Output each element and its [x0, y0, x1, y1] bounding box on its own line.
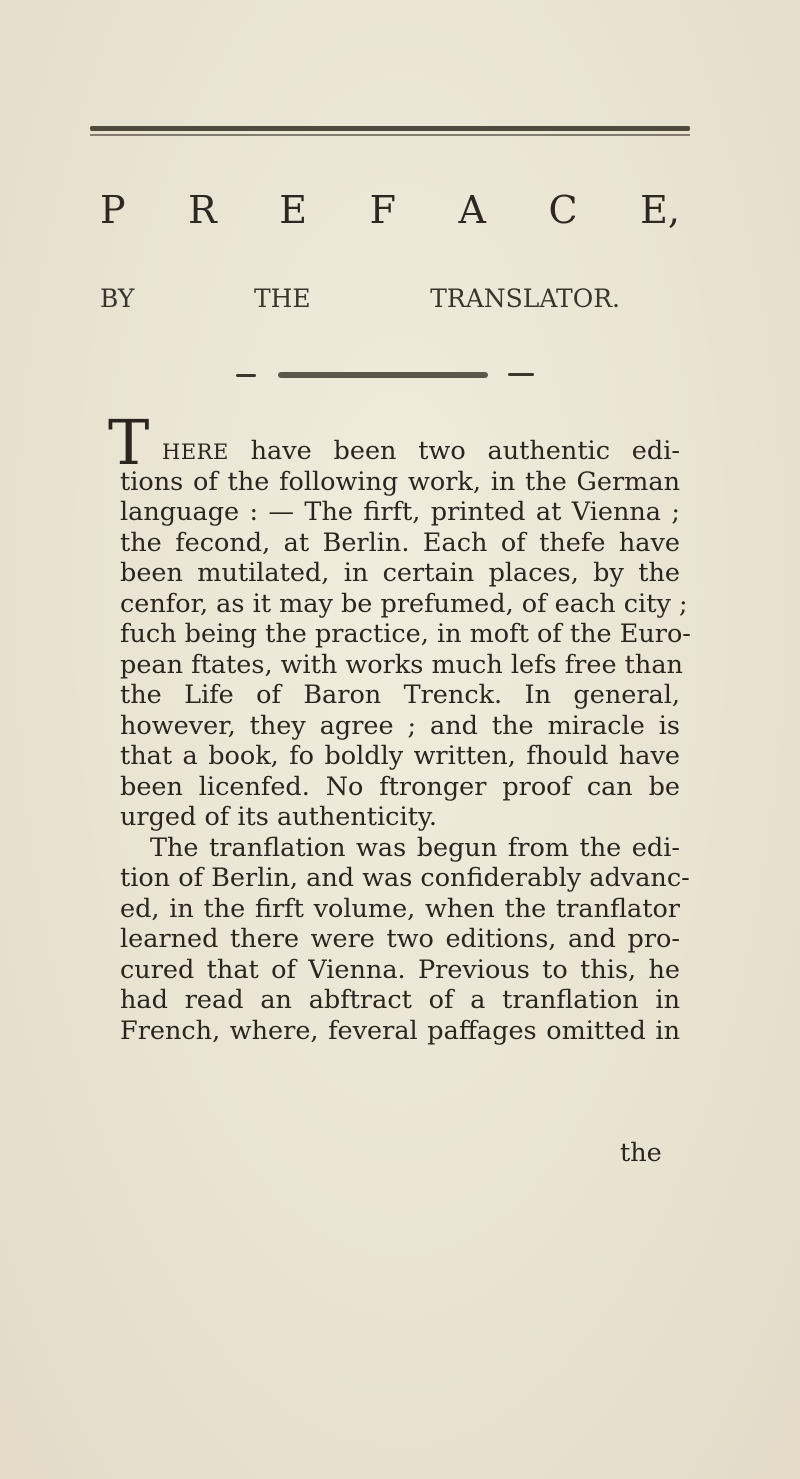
page-heading	[100, 188, 680, 232]
text-line: learned there were two editions, and pro-	[120, 924, 680, 954]
text-line: tions of the following work, in the German	[120, 466, 680, 497]
ornament-bar	[278, 372, 488, 378]
text-line: urged of its authenticity.	[120, 802, 437, 832]
text-line: fuch being the practice, in moft of the Euro-	[120, 619, 691, 649]
subheading-word: BY	[100, 284, 135, 313]
text-line: had read an abftract of a tranflation in	[120, 985, 680, 1015]
heading-letter: C	[548, 188, 578, 232]
catchword: the	[620, 1138, 662, 1168]
text-line: that a book, fo boldly written, fhould have	[120, 741, 680, 771]
text-line: language : — The firft, printed at Vienna ;	[120, 497, 680, 527]
text-line: ed, in the firft volume, when the tranflator	[120, 893, 680, 924]
paragraph-first-line	[108, 406, 680, 479]
text-line: been mutilated, in certain places, by the	[120, 558, 680, 588]
left-flourish	[236, 374, 256, 377]
heading-letter: A	[458, 188, 486, 232]
heading-letter: F	[369, 188, 396, 232]
small-caps-word: HERE	[162, 440, 229, 464]
subheading-word: TRANSLATOR.	[430, 284, 620, 313]
subheading-word: THE	[253, 284, 311, 313]
text-line: cenfor, as it may be prefumed, of each city ;	[120, 588, 688, 619]
thick-rule	[90, 126, 690, 131]
text-line: the Life of Baron Trenck. In general,	[120, 680, 680, 710]
text-line: been licenfed. No ftronger proof can be	[120, 771, 680, 802]
text-line: however, they agree ; and the miracle is	[120, 710, 680, 741]
thin-rule	[90, 134, 690, 136]
top-double-rule	[90, 126, 690, 136]
text-line: French, where, feveral paffages omitted in	[120, 1015, 680, 1046]
ornamental-rule	[236, 372, 556, 384]
heading-letter: R	[188, 188, 217, 232]
right-flourish	[508, 373, 534, 376]
text-line: pean ftates, with works much lefs free than	[120, 649, 683, 680]
first-line-text	[120, 436, 680, 468]
drop-cap: T	[108, 406, 150, 479]
heading-letter: P	[100, 188, 126, 232]
heading-letter: E	[279, 188, 308, 232]
body-text	[108, 406, 691, 1046]
first-line-rest: have been two authentic edi-	[250, 436, 680, 466]
text-line: the fecond, at Berlin. Each of thefe have	[120, 527, 680, 558]
paragraph-first-line: The tranflation was begun from the edi-	[150, 832, 680, 863]
text-line: tion of Berlin, and was confiderably advanc-	[120, 863, 690, 893]
text-line: cured that of Vienna. Previous to this, he	[120, 954, 680, 985]
page-subheading	[100, 284, 620, 313]
heading-letter: E,	[640, 188, 680, 232]
